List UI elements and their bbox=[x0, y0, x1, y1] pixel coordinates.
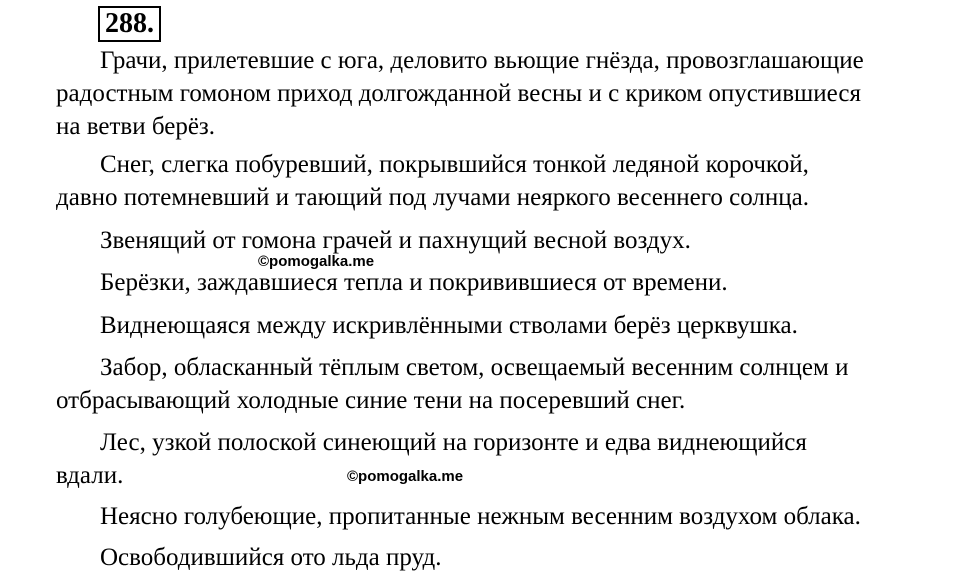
paragraph-forest: Лес, узкой полоской синеющий на горизонте и едва виднеющийся вдали. bbox=[56, 429, 807, 489]
paragraph-church: Виднеющаяся между искривлёнными стволами берёз церквушка. bbox=[100, 312, 798, 339]
paragraph-rooks: Грачи, прилетевшие с юга, деловито вьющие гнёзда, провозглашающие радостным гомоном приход долгожданной весны и с криком опустившиеся на ветви берёз. bbox=[56, 47, 864, 140]
paragraph-air: Звенящий от гомона грачей и пахнущий весной воздух. bbox=[100, 227, 691, 254]
watermark-top: ©pomogalka.me bbox=[258, 253, 375, 270]
paragraph-snow: Снег, слегка побуревший, покрывшийся тонкой ледяной корочкой, давно потемневший и тающий под лучами неяркого весеннего солнца. bbox=[56, 151, 809, 211]
exercise-number: 288. bbox=[98, 6, 161, 42]
paragraph-clouds: Неясно голубеющие, пропитанные нежным весенним воздухом облака. bbox=[100, 503, 861, 530]
paragraph-pond: Освободившийся ото льда пруд. bbox=[100, 544, 442, 571]
watermark-bottom: ©pomogalka.me bbox=[347, 468, 464, 485]
paragraph-birches: Берёзки, заждавшиеся тепла и покривившиеся от времени. bbox=[100, 269, 728, 296]
paragraph-fence: Забор, обласканный тёплым светом, освещаемый весенним солнцем и отбрасывающий холодные синие тени на посеревший снег. bbox=[56, 354, 849, 414]
